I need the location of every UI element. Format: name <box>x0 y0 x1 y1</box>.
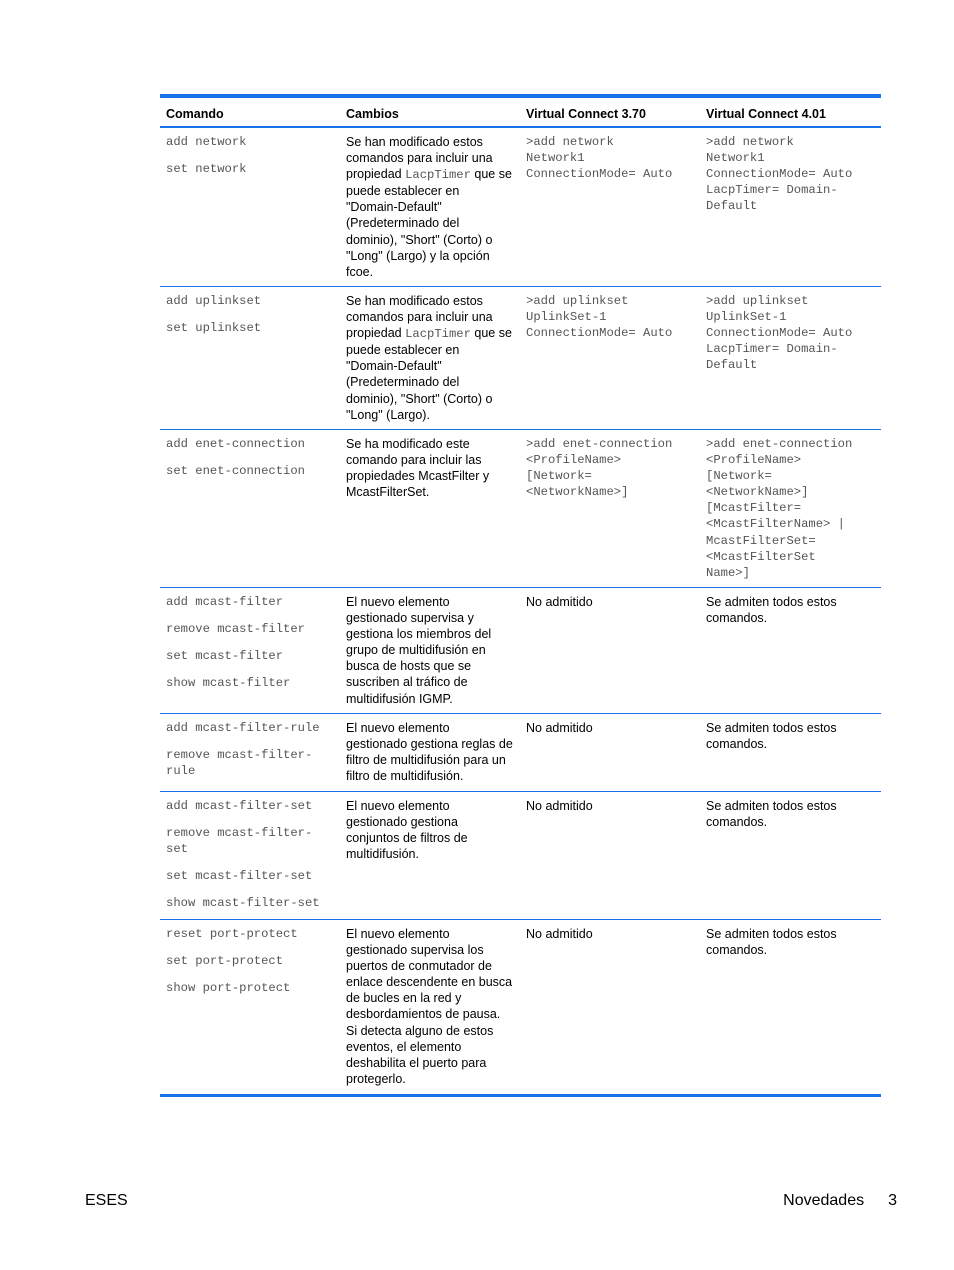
vc401-cell: >add uplinkset UplinkSet-1 ConnectionMode= Auto LacpTimer= Domain- Default <box>706 294 853 373</box>
command-name: set mcast-filter-set <box>166 869 313 884</box>
command-name: add mcast-filter-rule <box>166 721 320 735</box>
command-cell <box>160 128 340 286</box>
changes-text: Se ha modificado este comando para incluir las propiedades McastFilter y McastFilterSet. <box>346 437 490 500</box>
changes-cell <box>340 430 520 587</box>
command-name: show mcast-filter-set <box>166 896 320 911</box>
command-cell <box>160 588 340 713</box>
changes-text: Se han modificado estos comandos para incluir una propiedad <box>346 135 493 182</box>
command-name: show port-protect <box>166 981 291 996</box>
commands-table <box>160 94 881 1097</box>
changes-cell <box>340 287 520 429</box>
vc370-cell: No admitido <box>526 799 593 813</box>
table-row <box>160 128 881 287</box>
vc370-cell: >add uplinkset UplinkSet-1 ConnectionMode= Auto <box>526 294 673 341</box>
table-row <box>160 430 881 588</box>
header-vc370: Virtual Connect 3.70 <box>526 107 646 121</box>
footer-section-title: Novedades <box>783 1192 865 1209</box>
command-name: remove mcast-filter- set <box>166 826 313 857</box>
property-code: LacpTimer <box>405 327 471 342</box>
command-name: set uplinkset <box>166 321 262 336</box>
footer-section <box>783 1192 897 1210</box>
command-name: show mcast-filter <box>166 676 291 691</box>
changes-text: que se puede establecer en "Domain-Default" (Predeterminado del dominio), "Short" (Corto) o "Long" (Largo). <box>346 326 512 422</box>
table-row <box>160 920 881 1094</box>
command-name: set port-protect <box>166 954 284 969</box>
command-cell <box>160 430 340 587</box>
command-name: add mcast-filter <box>166 595 284 609</box>
vc401-cell: >add network Network1 ConnectionMode= Auto LacpTimer= Domain- Default <box>706 135 853 214</box>
command-cell <box>160 920 340 1094</box>
changes-cell <box>340 792 520 919</box>
command-name: reset port-protect <box>166 927 298 941</box>
changes-text: que se puede establecer en "Domain-Default" (Predeterminado del dominio), "Short" (Corto) o "Long" (Largo) y la opción fcoe. <box>346 167 512 279</box>
vc401-cell: Se admiten todos estos comandos. <box>706 927 837 958</box>
changes-text: El nuevo elemento gestionado gestiona conjuntos de filtros de multidifusión. <box>346 799 468 862</box>
vc370-cell: >add enet-connection <ProfileName> [Network= <NetworkName>] <box>526 437 673 500</box>
changes-text: El nuevo elemento gestionado gestiona reglas de filtro de multidifusión para un filtro de multidifusión. <box>346 721 513 784</box>
command-cell <box>160 287 340 429</box>
command-name: add network <box>166 135 247 149</box>
changes-text: El nuevo elemento gestionado supervisa y gestiona los miembros del grupo de multidifusión en busca de hosts que se suscriben al tráfico de multidifusión IGMP. <box>346 595 492 706</box>
table-row <box>160 287 881 430</box>
table-header <box>160 98 881 128</box>
vc370-cell: No admitido <box>526 927 593 941</box>
footer-language-code: ESES <box>85 1192 128 1209</box>
vc401-cell: Se admiten todos estos comandos. <box>706 721 837 752</box>
command-name: remove mcast-filter <box>166 622 305 637</box>
page-number: 3 <box>888 1192 897 1209</box>
changes-text: Se han modificado estos comandos para incluir una propiedad <box>346 294 493 341</box>
vc401-cell: >add enet-connection <ProfileName> [Network= <NetworkName>] [McastFilter= <McastFilterName> | McastFilterSet= <McastFilterSet Name>] <box>706 437 853 580</box>
vc370-cell: No admitido <box>526 595 593 609</box>
vc401-cell: Se admiten todos estos comandos. <box>706 595 837 626</box>
header-comando: Comando <box>166 107 224 121</box>
table-row <box>160 588 881 714</box>
changes-text: El nuevo elemento gestionado supervisa los puertos de conmutador de enlace descendente en busca de bucles en la red y desbordamientos de pausa. Si detecta alguno de estos eventos, el elemento deshabilita el puerto para protegerlo. <box>346 927 513 1086</box>
table-row <box>160 714 881 792</box>
command-name: set mcast-filter <box>166 649 284 664</box>
command-cell <box>160 714 340 791</box>
command-name: add uplinkset <box>166 294 262 308</box>
property-code: LacpTimer <box>405 168 471 183</box>
header-vc401: Virtual Connect 4.01 <box>706 107 826 121</box>
table-row <box>160 792 881 920</box>
header-cambios: Cambios <box>346 107 399 121</box>
command-name: set network <box>166 162 247 177</box>
changes-cell <box>340 128 520 286</box>
changes-cell <box>340 920 520 1094</box>
vc401-cell: Se admiten todos estos comandos. <box>706 799 837 830</box>
vc370-cell: >add network Network1 ConnectionMode= Auto <box>526 135 673 182</box>
vc370-cell: No admitido <box>526 721 593 735</box>
command-name: remove mcast-filter- rule <box>166 748 313 779</box>
command-name: add enet-connection <box>166 437 305 451</box>
command-name: set enet-connection <box>166 464 305 479</box>
command-name: add mcast-filter-set <box>166 799 313 813</box>
changes-cell <box>340 588 520 713</box>
changes-cell <box>340 714 520 791</box>
command-cell <box>160 792 340 919</box>
